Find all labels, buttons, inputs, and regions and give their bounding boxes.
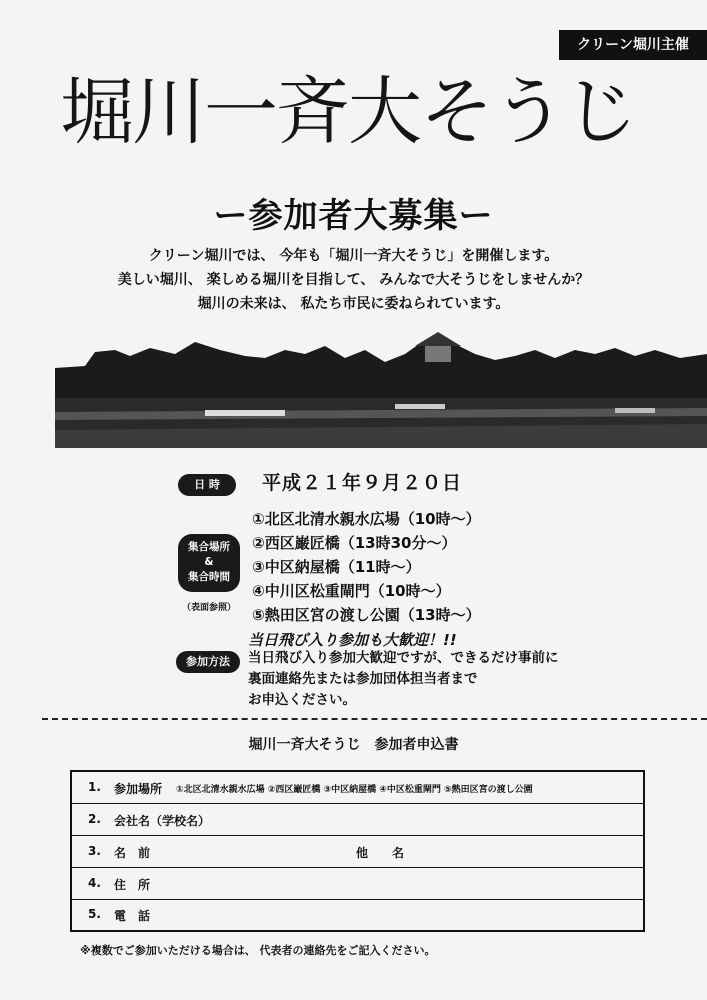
location-options: ①北区北清水親水広場 ②西区巌匠橋 ③中区納屋橋 ④中区松重閘門 ⑤熱田区宮の渡し公園 xyxy=(176,785,533,795)
method-line: 当日飛び入り参加大歓迎ですが、できるだけ事前に xyxy=(248,650,559,666)
form-title: 堀川一斉大そうじ 参加者申込書 xyxy=(248,737,459,753)
row-number: 2. xyxy=(88,812,101,826)
method-text xyxy=(248,648,559,711)
intro-line: クリーン堀川では、 今年も「堀川一斉大そうじ」を開催します。 xyxy=(148,248,559,264)
intro-line: 堀川の未来は、 私たち市民に委ねられています。 xyxy=(197,296,510,312)
row-number: 3. xyxy=(88,844,101,858)
row-number: 4. xyxy=(88,876,101,890)
row-label: 参加場所 xyxy=(114,782,163,796)
method-line: お申込ください。 xyxy=(248,692,356,708)
row-label: 会社名（学校名） xyxy=(114,814,211,828)
others-count-label: 他 名 xyxy=(356,846,405,860)
row-number: 5. xyxy=(88,907,101,921)
form-row-company[interactable] xyxy=(72,803,643,836)
form-row-name[interactable] xyxy=(72,835,643,868)
location-item: ②西区巌匠橋（13時30分～） xyxy=(252,534,457,552)
form-note: ※複数でご参加いただける場合は、 代表者の連絡先をご記入ください。 xyxy=(80,944,436,957)
method-label: 参加方法 xyxy=(176,651,240,673)
location-item: ③中区納屋橋（11時～） xyxy=(252,558,421,576)
subtitle: ー参加者大募集ー xyxy=(213,196,494,236)
intro-text xyxy=(0,244,707,316)
row-label: 住 所 xyxy=(114,878,151,892)
form-row-location[interactable] xyxy=(72,772,643,804)
main-title: 堀川一斉大そうじ xyxy=(60,69,636,155)
meeting-label-line: 集合時間 xyxy=(188,571,230,583)
intro-line: 美しい堀川、 楽しめる堀川を目指して、 みんなで大そうじをしませんか？ xyxy=(117,272,590,288)
river-photo xyxy=(55,320,707,448)
row-number: 1. xyxy=(88,780,101,794)
welcome-text: 当日飛び入り参加も大歓迎！!! xyxy=(248,631,457,649)
meeting-label-line: 集合場所 xyxy=(188,541,230,553)
meeting-label-amp: & xyxy=(204,556,214,568)
event-date: 平成２１年９月２０日 xyxy=(262,472,463,494)
location-list xyxy=(252,507,481,627)
row-label: 名 前 xyxy=(114,846,151,860)
cut-line xyxy=(42,718,707,720)
date-label: 日 時 xyxy=(178,474,236,496)
method-line: 裏面連絡先または参加団体担当者まで xyxy=(248,671,478,687)
meeting-label xyxy=(178,534,240,592)
meeting-note: （表面参照） xyxy=(181,603,236,613)
form-row-phone[interactable] xyxy=(72,899,643,930)
location-item: ⑤熱田区宮の渡し公園（13時～） xyxy=(252,606,481,624)
organizer-tag: クリーン堀川主催 xyxy=(559,30,707,60)
row-label: 電 話 xyxy=(114,909,151,923)
location-item: ④中川区松重閘門（10時～） xyxy=(252,582,451,600)
location-item: ①北区北清水親水広場（10時～） xyxy=(252,510,481,528)
form-row-address[interactable] xyxy=(72,867,643,900)
application-form xyxy=(70,770,645,932)
